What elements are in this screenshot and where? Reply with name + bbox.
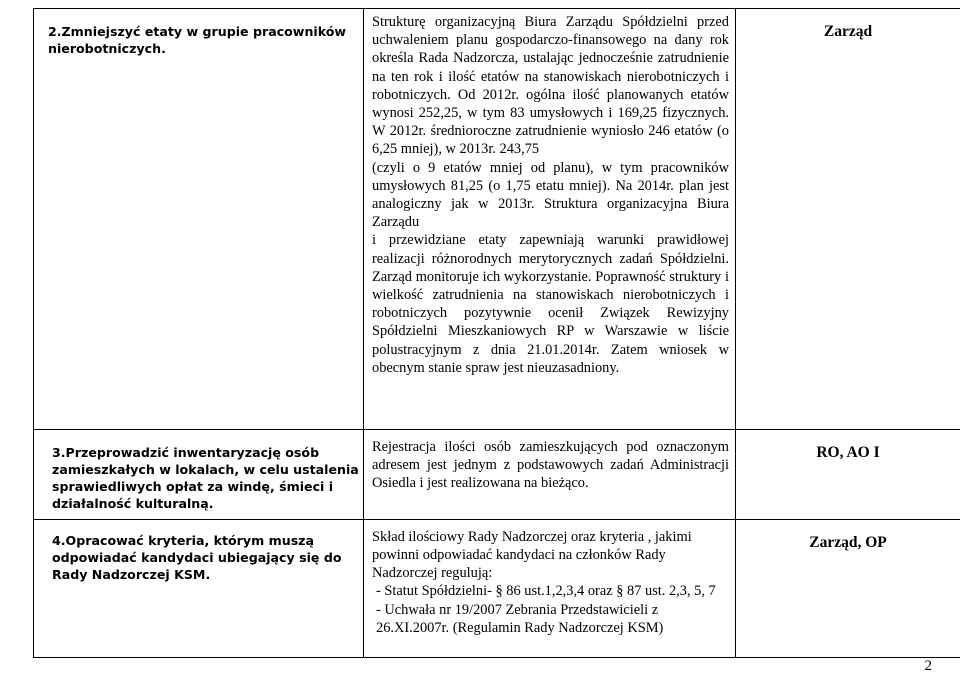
resolutions-table — [33, 8, 960, 658]
description-cell — [364, 429, 736, 519]
description-paragraph: Rejestracja ilości osób zamieszkujących pod oznaczonym adresem jest jednym z podstawowych zadań Administracji Osiedla i jest realizowana na bieżąco. — [372, 438, 729, 492]
description-paragraph: - Statut Spółdzielni- § 86 ust.1,2,3,4 oraz § 87 ust. 2,3, 5, 7 — [376, 583, 716, 600]
description-cell — [364, 9, 736, 430]
task-cell — [34, 9, 364, 430]
description-cell — [364, 519, 736, 657]
task-text: 4.Opracować kryteria, którym muszą odpowiadać kandydaci ubiegający się do Rady Nadzorczej KSM. — [52, 532, 342, 582]
page-number: 2 — [924, 658, 932, 674]
responsible-text: RO, AO I — [816, 443, 880, 461]
responsible-cell — [736, 519, 960, 657]
task-cell — [34, 519, 364, 657]
responsible-text: Zarząd, OP — [809, 533, 887, 551]
description-paragraph: Skład ilościowy Rady Nadzorczej oraz kryteria , jakimi powinni odpowiadać kandydaci na członków Rady Nadzorczej regulują: — [372, 528, 692, 582]
responsible-text: Zarząd — [823, 23, 873, 40]
description-paragraph: Strukturę organizacyjną Biura Zarządu Spółdzielni przed uchwaleniem planu gospodarczo-finansowego na dany rok określa Rada Nadzorcza, ustalając jednocześnie zatrudnienie na ten rok i ilość etatów na stanowiskach nierobotniczych i robotniczych. Od 2012r. ogólna ilość planowanych etatów wynosi 252,25, w tym 83 umysłowych i 169,25 fizycznych. W 2012r. średnioroczne zatrudnienie wyniosło 246 etatów (o 6,25 mniej), w 2013r. 243,75 — [372, 14, 729, 158]
task-cell — [34, 429, 364, 519]
task-text: 2.Zmniejszyć etaty w grupie pracowników nierobotniczych. — [48, 24, 347, 56]
description-paragraph: (czyli o 9 etatów mniej od planu), w tym pracowników umysłowych 81,25 (o 1,75 etatu mniej). Na 2014r. plan jest analogiczny jak w 2013r. Struktura organizacyjna Biura Zarządu — [372, 159, 729, 231]
description-paragraph: - Uchwała nr 19/2007 Zebrania Przedstawicieli z 26.XI.2007r. (Regulamin Rady Nadzorczej KSM) — [376, 601, 664, 636]
description-paragraph: i przewidziane etaty zapewniają warunki prawidłowej realizacji różnorodnych merytorycznych zadań Spółdzielni. Zarząd monitoruje ich wykorzystanie. Poprawność struktury i wielkość zatrudnienia na stanowiskach nierobotniczych i robotniczych pozytywnie ocenił Związek Rewizyjny Spółdzielni Mieszkaniowych RP w Warszawie w liście polustracyjnym z dnia 21.01.2014r. Zatem wniosek w obecnym stanie spraw jest nieuzasadniony. — [372, 232, 729, 376]
responsible-cell — [736, 9, 960, 430]
task-text: 3.Przeprowadzić inwentaryzację osób zamieszkałych w lokalach, w celu ustalenia sprawiedliwych opłat za windę, śmieci i działalność kulturalną. — [52, 444, 359, 511]
responsible-cell — [736, 429, 960, 519]
table-row — [34, 9, 960, 430]
table-row — [34, 519, 960, 657]
table-row — [34, 429, 960, 519]
